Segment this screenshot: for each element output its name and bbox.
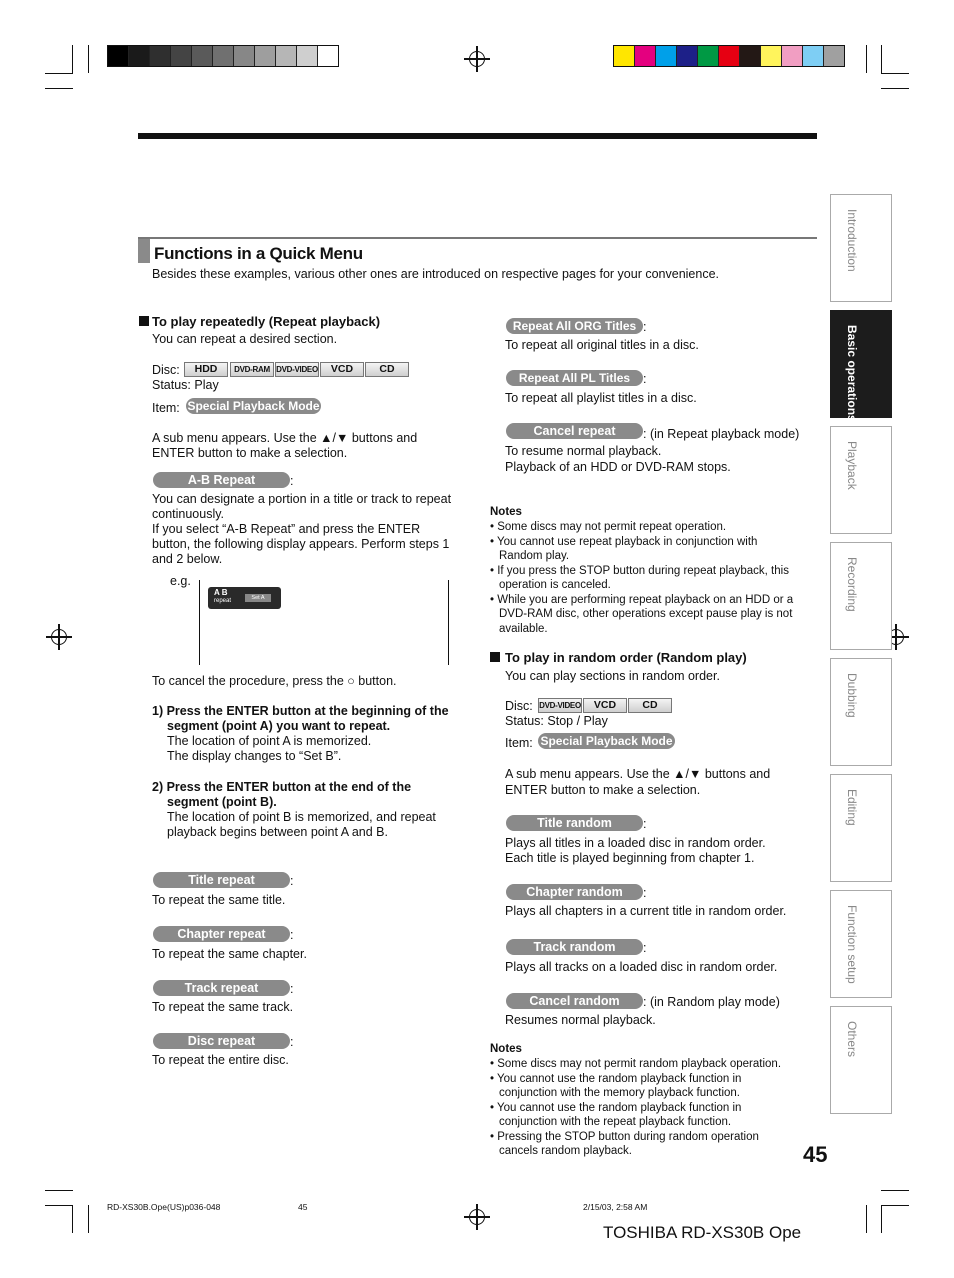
note-line: • You cannot use repeat playback in conjunction with	[490, 535, 758, 548]
crop-mark	[881, 1205, 909, 1206]
disc-badge-hdd: HDD	[184, 362, 228, 377]
section-marker	[138, 239, 150, 263]
note-line: • Some discs may not permit random playback operation.	[490, 1058, 782, 1070]
calibration-swatch	[614, 46, 634, 66]
colon: :	[643, 941, 647, 955]
section-rule	[138, 237, 817, 239]
cancel-repeat-desc: To resume normal playback.	[505, 444, 662, 458]
tab-introduction[interactable]	[830, 194, 892, 302]
disc-badge-dvd-video: DVD-VIDEO	[275, 362, 319, 377]
special-playback-mode-pill: Special Playback Mode	[538, 733, 675, 749]
colon: :	[643, 372, 647, 386]
tab-others[interactable]	[830, 1006, 892, 1114]
notes-title: Notes	[490, 506, 522, 518]
calibration-swatch	[317, 46, 338, 66]
tab-label: Recording	[845, 557, 859, 612]
crop-mark	[866, 1205, 867, 1233]
osd-set-label: Set A	[245, 594, 271, 602]
note-line: DVD-RAM disc, other operations except pause play is not	[499, 608, 793, 620]
cancel-repeat-pill: Cancel repeat	[506, 423, 643, 439]
crop-mark	[45, 1205, 73, 1206]
item-label: Item:	[505, 736, 533, 750]
osd-ab-label: A B	[214, 588, 228, 597]
colon: :	[290, 982, 294, 996]
chapter-repeat-pill: Chapter repeat	[153, 926, 290, 942]
calibration-swatch	[739, 46, 760, 66]
tab-label: Editing	[845, 789, 859, 826]
disc-label: Disc:	[505, 699, 533, 713]
colon: :	[290, 928, 294, 942]
cancel-repeat-mode: : (in Repeat playback mode)	[643, 427, 800, 441]
tv-screen-example	[199, 580, 449, 665]
cancel-repeat-desc: Playback of an HDD or DVD-RAM stops.	[505, 460, 731, 474]
calibration-swatch	[823, 46, 844, 66]
registration-mark-icon	[51, 629, 67, 645]
disc-repeat-pill: Disc repeat	[153, 1033, 290, 1049]
footer-file: RD-XS30B.Ope(US)p036-048	[107, 1202, 221, 1212]
sub-menu-text: ENTER button to make a selection.	[152, 446, 348, 460]
repeat-subheading: You can repeat a desired section.	[152, 332, 338, 346]
page-number: 45	[803, 1142, 828, 1167]
crop-mark	[88, 45, 89, 73]
title-repeat-pill: Title repeat	[153, 872, 290, 888]
section-intro: Besides these examples, various other ones are introduced on respective pages for your convenience.	[152, 267, 719, 281]
disc-badge-dvd-video: DVD-VIDEO	[538, 698, 582, 713]
disc-repeat-desc: To repeat the entire disc.	[152, 1053, 289, 1067]
calibration-swatch	[760, 46, 781, 66]
chapter-random-pill: Chapter random	[506, 884, 643, 900]
step-2-text: The location of point B is memorized, and repeat	[167, 810, 436, 824]
footer-brand: TOSHIBA RD-XS30B Ope	[603, 1223, 802, 1242]
crop-mark	[881, 73, 909, 74]
tab-label: Introduction	[845, 209, 859, 272]
random-subheading: You can play sections in random order.	[505, 669, 720, 683]
title-random-desc: Each title is played beginning from chapter 1.	[505, 851, 755, 865]
crop-mark	[866, 45, 867, 73]
calibration-swatch	[191, 46, 212, 66]
example-label: e.g.	[170, 574, 191, 588]
step-2-text: 2) Press the ENTER button at the end of the	[152, 780, 412, 794]
repeat-org-desc: To repeat all original titles in a disc.	[505, 338, 699, 352]
calibration-swatch	[254, 46, 275, 66]
ab-repeat-text: and 2 below.	[152, 552, 223, 566]
disc-label: Disc:	[152, 363, 180, 377]
ab-repeat-text: continuously.	[152, 507, 225, 521]
note-line: conjunction with the memory playback function.	[499, 1087, 740, 1099]
colon: :	[643, 886, 647, 900]
track-repeat-pill: Track repeat	[153, 980, 290, 996]
disc-badge-cd: CD	[365, 362, 409, 377]
note-line: Random play.	[499, 550, 570, 562]
title-repeat-desc: To repeat the same title.	[152, 893, 286, 907]
tab-label: Dubbing	[845, 673, 859, 718]
ab-repeat-pill: A-B Repeat	[153, 472, 290, 488]
step-1-text: The display changes to “Set B”.	[167, 749, 342, 763]
heading-bullet-icon	[490, 652, 500, 662]
note-line: conjunction with the repeat playback function.	[499, 1116, 732, 1128]
step-2-text: playback begins between point A and B.	[167, 825, 388, 839]
crop-mark	[88, 1205, 89, 1233]
footer-page: 45	[298, 1202, 308, 1212]
tab-label: Basic operations	[845, 325, 859, 422]
grayscale-calibration-bar	[107, 45, 339, 67]
repeat-pl-desc: To repeat all playlist titles in a disc.	[505, 391, 697, 405]
step-1-text: segment (point A) you want to repeat.	[167, 719, 391, 733]
title-random-pill: Title random	[506, 815, 643, 831]
item-label: Item:	[152, 401, 180, 415]
status-text: Status: Play	[152, 378, 219, 392]
crop-mark	[881, 45, 882, 73]
calibration-swatch	[108, 46, 128, 66]
note-line: cancels random playback.	[499, 1145, 632, 1157]
title-random-desc: Plays all titles in a loaded disc in random order.	[505, 836, 766, 850]
chapter-repeat-desc: To repeat the same chapter.	[152, 947, 307, 961]
notes-title: Notes	[490, 1043, 522, 1055]
step-1-text: The location of point A is memorized.	[167, 734, 372, 748]
tab-editing[interactable]	[830, 774, 892, 882]
note-line: available.	[499, 622, 548, 635]
disc-badge-vcd: VCD	[583, 698, 627, 713]
tab-basic-operations[interactable]	[830, 310, 892, 422]
step-2-text: segment (point B).	[167, 795, 277, 809]
osd-repeat-label: repeat	[214, 598, 232, 604]
sub-menu-text: A sub menu appears. Use the ▲/▼ buttons and	[505, 767, 771, 781]
cancel-random-pill: Cancel random	[506, 993, 643, 1009]
note-line: • You cannot use the random playback function in	[490, 1072, 742, 1085]
cancel-procedure-text: To cancel the procedure, press the ○ button.	[152, 674, 397, 688]
tab-dubbing[interactable]	[830, 658, 892, 766]
sub-menu-text: ENTER button to make a selection.	[505, 783, 701, 797]
special-playback-mode-pill: Special Playback Mode	[187, 399, 320, 413]
ab-repeat-text: You can designate a portion in a title or track to repeat	[152, 492, 452, 506]
heading-bullet-icon	[139, 316, 149, 326]
tab-recording[interactable]	[830, 542, 892, 650]
calibration-swatch	[634, 46, 655, 66]
crop-mark	[45, 1190, 73, 1191]
calibration-swatch	[781, 46, 802, 66]
colon: :	[290, 874, 294, 888]
note-line: • Pressing the STOP button during random operation	[490, 1130, 759, 1143]
colon: :	[290, 474, 294, 488]
track-repeat-desc: To repeat the same track.	[152, 1000, 294, 1014]
crop-mark	[881, 1190, 909, 1191]
crop-mark	[45, 73, 73, 74]
registration-mark-icon	[469, 1209, 485, 1225]
registration-mark-icon	[469, 51, 485, 67]
note-line: • Some discs may not permit repeat operation.	[490, 521, 727, 533]
calibration-swatch	[149, 46, 170, 66]
calibration-swatch	[697, 46, 718, 66]
step-1-text: 1) Press the ENTER button at the beginning of the	[152, 704, 449, 718]
calibration-swatch	[676, 46, 697, 66]
cancel-random-desc: Resumes normal playback.	[505, 1013, 656, 1027]
crop-mark	[72, 45, 73, 73]
repeat-all-pl-titles-pill: Repeat All PL Titles	[506, 370, 643, 386]
colon: :	[643, 320, 647, 334]
note-line: operation is canceled.	[499, 579, 611, 591]
osd-display	[208, 587, 281, 609]
note-line: • If you press the STOP button during repeat playback, this	[490, 564, 789, 577]
note-line: • While you are performing repeat playback on an HDD or a	[490, 593, 794, 606]
calibration-swatch	[233, 46, 254, 66]
note-line: • You cannot use the random playback function in	[490, 1101, 742, 1114]
colon: :	[643, 817, 647, 831]
calibration-swatch	[296, 46, 317, 66]
crop-mark	[881, 1205, 882, 1233]
calibration-swatch	[212, 46, 233, 66]
chapter-random-desc: Plays all chapters in a current title in random order.	[505, 904, 787, 918]
colon: :	[290, 1035, 294, 1049]
calibration-swatch	[718, 46, 739, 66]
tab-label: Function setup	[845, 905, 859, 984]
random-heading: To play in random order (Random play)	[505, 650, 747, 665]
footer-date: 2/15/03, 2:58 AM	[583, 1202, 648, 1212]
tab-function-setup[interactable]	[830, 890, 892, 998]
track-random-pill: Track random	[506, 939, 643, 955]
disc-badge-dvd-ram: DVD-RAM	[230, 362, 274, 377]
section-title: Functions in a Quick Menu	[154, 244, 363, 263]
repeat-all-org-titles-pill: Repeat All ORG Titles	[506, 318, 643, 334]
calibration-swatch	[170, 46, 191, 66]
tab-label: Others	[845, 1021, 859, 1058]
disc-badge-vcd: VCD	[320, 362, 364, 377]
repeat-heading: To play repeatedly (Repeat playback)	[152, 314, 381, 329]
calibration-swatch	[655, 46, 676, 66]
crop-mark	[72, 1205, 73, 1233]
color-calibration-bar	[613, 45, 845, 67]
cancel-random-mode: : (in Random play mode)	[643, 995, 780, 1009]
status-text: Status: Stop / Play	[505, 714, 608, 728]
calibration-swatch	[275, 46, 296, 66]
calibration-swatch	[802, 46, 823, 66]
tab-label: Playback	[845, 441, 859, 490]
ab-repeat-text: If you select “A-B Repeat” and press the ENTER	[152, 522, 421, 536]
disc-badge-cd: CD	[628, 698, 672, 713]
tab-playback[interactable]	[830, 426, 892, 534]
top-rule	[138, 133, 817, 139]
crop-mark	[45, 88, 73, 89]
ab-repeat-text: button, the following display appears. Perform steps 1	[152, 537, 450, 551]
sub-menu-text: A sub menu appears. Use the ▲/▼ buttons and	[152, 431, 418, 445]
calibration-swatch	[128, 46, 149, 66]
crop-mark	[881, 88, 909, 89]
track-random-desc: Plays all tracks on a loaded disc in random order.	[505, 960, 778, 974]
